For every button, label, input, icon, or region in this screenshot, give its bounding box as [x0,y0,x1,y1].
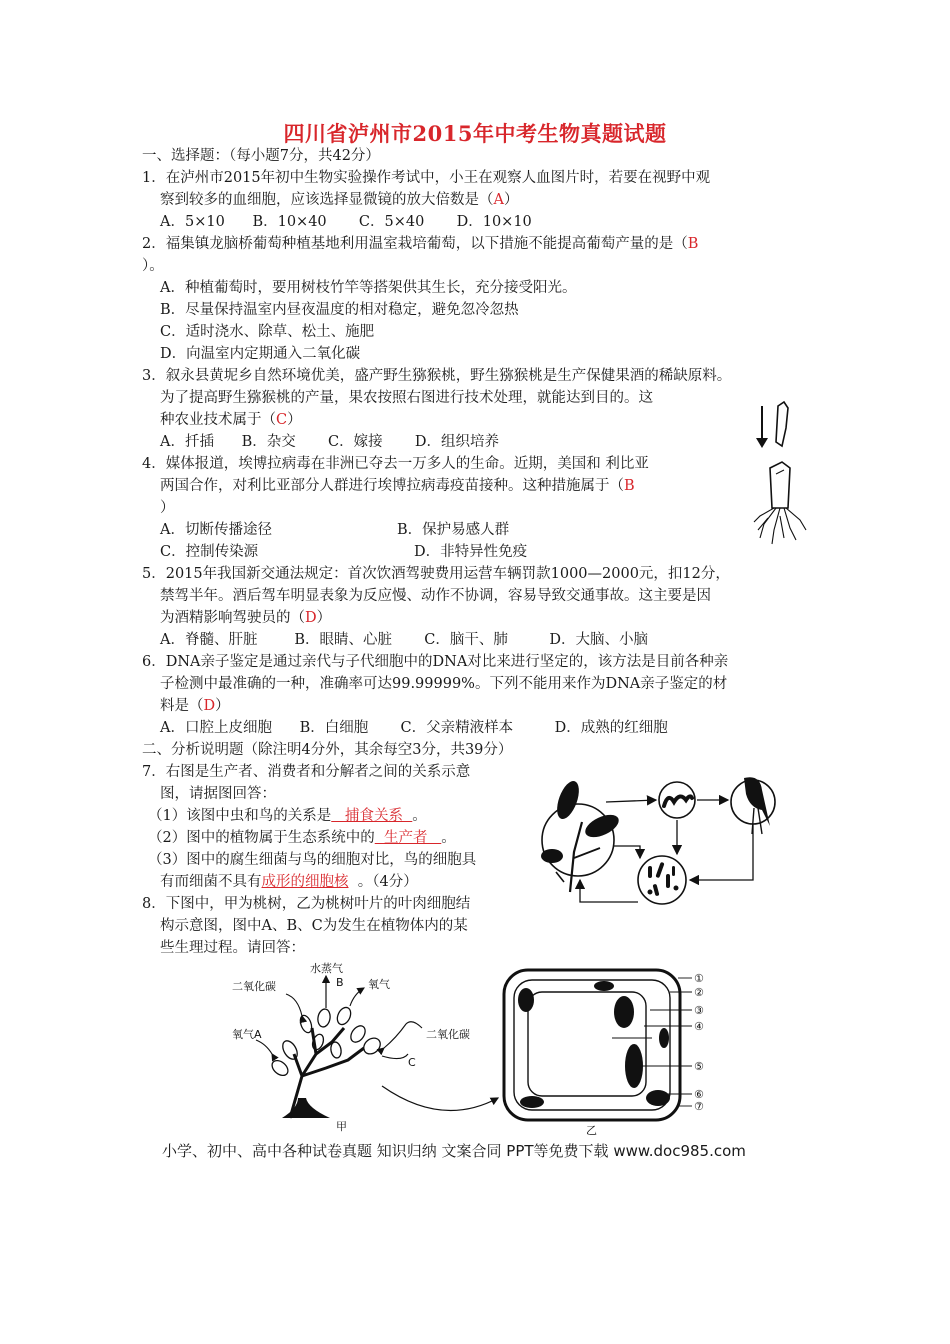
q7-part3-line1: （3）图中的腐生细菌与鸟的细胞对比，鸟的细胞具 [148,852,477,868]
page-title: 四川省泸州市2015年中考生物真题试题 [283,121,667,146]
cell-label-1: ① [694,972,704,985]
q5-line2: 禁驾半年。酒后驾车明显表象为反应慢、动作不协调，容易导致交通事故。这主要是因 [160,588,711,604]
q7-answer-3: 成形的细胞核 [261,874,349,890]
q8-line2: 构示意图，图中A、B、C为发生在植物体内的某 [160,918,468,934]
q2-answer: B [687,236,699,252]
q7-part3-line2: 有而细菌不具有成形的细胞核 。（4分） [160,874,418,890]
q6-options: A．口腔上皮细胞 B．白细胞 C．父亲精液样本 D．成熟的红细胞 [160,720,668,736]
cell-label-4: ④ [694,1020,704,1033]
label-water-vapor: 水蒸气 [310,962,343,975]
q1-line2: 察到较多的血细胞，应该选择显微镜的放大倍数是（A） [160,192,519,208]
cell-label-5: ⑤ [694,1060,704,1073]
footer-text: 小学、初中、高中各种试卷真题 知识归纳 文案合同 PPT等免费下载 www.doc985.com [162,1142,746,1160]
peach-tree [256,976,422,1118]
q5-line1: 5．2015年我国新交通法规定：首次饮酒驾驶费用运营车辆罚款1000—2000元，扣12分， [142,566,730,582]
q4-option-b: B．保护易感人群 [397,522,510,538]
q5-answer: D [305,610,317,626]
q2-option-d: D．向温室内定期通入二氧化碳 [160,346,361,362]
ecosystem-diagram [540,762,785,912]
q7-part2: （2）图中的植物属于生态系统中的 生产者 。 [148,830,456,846]
q2-option-a: A．种植葡萄时，要用树枝竹竿等搭架供其生长，充分接受阳光。 [160,280,577,296]
q5-line3: 为酒精影响驾驶员的（D） [160,610,332,626]
q1-options: A．5×10 B．10×40 C．5×40 D．10×10 [160,214,532,230]
label-oxygen-a: 氧气A [232,1028,262,1041]
q1-line1: 1．在泸州市2015年初中生物实验操作考试中，小王在观察人血图片时，若要在视野中观 [142,170,711,186]
label-c: C [408,1056,416,1069]
q7-answer-1: 捕食关系 [331,808,413,824]
q8-line1: 8．下图中，甲为桃树，乙为桃树叶片的叶肉细胞结 [142,896,471,912]
q3-options: A．扦插 B．杂交 C．嫁接 D．组织培养 [160,434,500,450]
q7-part1: （1）该图中虫和鸟的关系是 捕食关系 。 [148,808,427,824]
q5-options: A．脊髓、肝脏 B．眼睛、心脏 C．脑干、肺 D．大脑、小脑 [160,632,648,648]
label-yi: 乙 [586,1124,597,1137]
q4-close: ） [160,500,175,516]
q2-line1: 2．福集镇龙脑桥葡萄种植基地利用温室栽培葡萄，以下措施不能提高葡萄产量的是（B [142,236,699,252]
q7-answer-2: 生产者 [374,830,442,846]
q4-line2: 两国合作，对利比亚部分人群进行埃博拉病毒疫苗接种。这种措施属于（B [160,478,635,494]
q2-close: ）。 [142,258,164,274]
cell-label-3: ③ [694,1004,704,1017]
q1-answer: A [493,192,504,208]
q3-line1: 3．叙永县黄坭乡自然环境优美，盛产野生猕猴桃，野生猕猴桃是生产保健果酒的稀缺原料。 [142,368,732,384]
cell-label-2: ② [694,986,704,999]
section-1-heading: 一、选择题：（每小题7分，共42分） [142,148,380,164]
label-co2-right: 二氧化碳 [426,1028,470,1041]
label-oxygen-top: 氧气 [368,978,390,991]
q6-line3: 料是（D） [160,698,230,714]
cell-label-7: ⑦ [694,1100,704,1113]
q3-line2: 为了提高野生猕猴桃的产量，果农按照右图进行技术处理，就能达到目的。这 [160,390,653,406]
q2-option-b: B．尽量保持温室内昼夜温度的相对稳定，避免忽冷忽热 [160,302,519,318]
label-b: B [336,976,344,989]
q4-line1: 4．媒体报道，埃博拉病毒在非洲已夺去一万多人的生命。近期，美国和 利比亚 [142,456,649,472]
label-jia: 甲 [336,1120,347,1133]
q6-line2: 子检测中最准确的一种，准确率可达99.99999%。下列不能用来作为DNA亲子鉴定的材 [160,676,728,692]
q6-answer: D [203,698,216,714]
label-co2-left: 二氧化碳 [232,980,276,993]
q2-option-c: C．适时浇水、除草、松土、施肥 [160,324,375,340]
q4-option-a: A．切断传播途径 [160,522,272,538]
q3-line3: 种农业技术属于（C） [160,412,302,428]
q3-answer: C [276,412,288,428]
section-2-heading: 二、分析说明题（除注明4分外，其余每空3分，共39分） [142,742,513,758]
q8-line3: 些生理过程。请回答： [160,940,305,956]
q4-option-c: C．控制传染源 [160,544,259,560]
figure-8-diagram [232,958,712,1138]
grafting-illustration [750,398,810,548]
q4-answer: B [624,478,635,494]
q6-line1: 6．DNA亲子鉴定是通过亲代与子代细胞中的DNA对比来进行坚定的，该方法是目前各种亲 [142,654,729,670]
q4-option-d: D．非特异性免疫 [414,544,528,560]
leaf-cell [504,970,680,1120]
q7-line2: 图，请据图回答： [160,786,276,802]
cell-label-6: ⑥ [694,1088,704,1101]
q7-line1: 7．右图是生产者、消费者和分解者之间的关系示意 [142,764,471,780]
